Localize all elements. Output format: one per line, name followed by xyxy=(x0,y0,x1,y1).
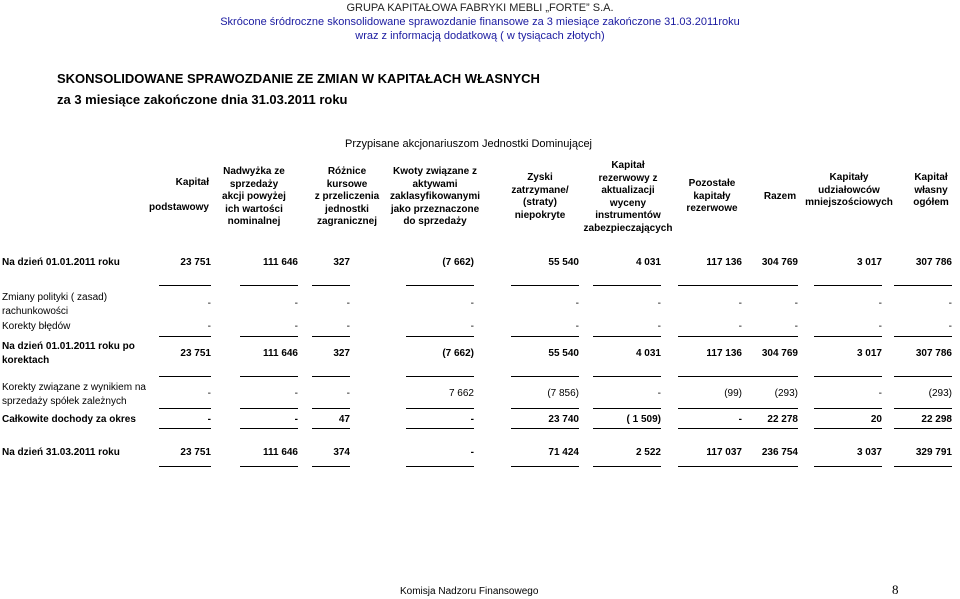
table-cell: 7 662 xyxy=(448,388,474,399)
col-header-2: Różnice kursowe z przeliczenia jednostki zagranicznej xyxy=(314,166,380,227)
cell-underline xyxy=(511,466,579,467)
table-cell: - xyxy=(207,414,211,425)
table-cell: - xyxy=(948,321,952,332)
cell-underline xyxy=(406,466,474,467)
table-cell: - xyxy=(794,298,798,309)
cell-underline xyxy=(240,336,298,337)
table-cell: (293) xyxy=(928,388,952,399)
cell-underline xyxy=(511,336,579,337)
cell-underline xyxy=(159,285,211,286)
table-cell: - xyxy=(346,388,350,399)
cell-underline xyxy=(406,336,474,337)
table-cell: - xyxy=(294,321,298,332)
col-header-3: Kwoty związane z aktywami zaklasyfikowanymi jako przeznaczone do sprzedaży xyxy=(389,166,481,227)
table-cell: - xyxy=(738,321,742,332)
cell-underline xyxy=(511,376,579,377)
cell-underline xyxy=(159,428,211,429)
table-cell: 22 298 xyxy=(921,414,952,425)
table-cell: - xyxy=(346,321,350,332)
table-cell: (293) xyxy=(774,388,798,399)
cell-underline xyxy=(814,376,882,377)
statement-period: za 3 miesiące zakończone dnia 31.03.2011 roku xyxy=(57,92,348,107)
cell-underline xyxy=(814,336,882,337)
cell-underline xyxy=(240,285,298,286)
table-cell: 327 xyxy=(333,348,350,359)
row-label: Korekty błędów xyxy=(2,321,71,332)
row-label: Korekty związane z wynikiem na sprzedaży spółek zależnych xyxy=(2,382,146,407)
table-cell: - xyxy=(878,388,882,399)
table-cell: 329 791 xyxy=(915,447,952,458)
col-header-0: Kapitał podstawowy xyxy=(148,177,209,213)
cell-underline xyxy=(312,408,350,409)
table-cell: 327 xyxy=(333,257,350,268)
table-cell: 304 769 xyxy=(761,348,798,359)
table-cell: - xyxy=(470,298,474,309)
cell-underline xyxy=(593,285,661,286)
col-header-5: Kapitał rezerwowy z aktualizacji wyceny instrumentów zabezpieczających xyxy=(583,160,673,234)
table-cell: - xyxy=(207,388,211,399)
cell-underline xyxy=(678,408,742,409)
table-cell: - xyxy=(657,298,661,309)
col-header-7: Razem xyxy=(763,191,797,202)
table-cell: 304 769 xyxy=(761,257,798,268)
table-cell: - xyxy=(294,414,298,425)
table-cell: 55 540 xyxy=(548,257,579,268)
group-label: Przypisane akcjonariuszom Jednostki Dominującej xyxy=(345,138,593,150)
cell-underline xyxy=(406,408,474,409)
cell-underline xyxy=(593,408,661,409)
cell-underline xyxy=(511,408,579,409)
col-header-6: Pozostałe kapitały rezerwowe xyxy=(686,178,738,214)
table-cell: 111 646 xyxy=(262,257,298,268)
table-cell: - xyxy=(207,298,211,309)
cell-underline xyxy=(740,428,798,429)
table-cell: 23 740 xyxy=(548,414,579,425)
cell-underline xyxy=(312,428,350,429)
cell-underline xyxy=(240,376,298,377)
footer-label: Komisja Nadzoru Finansowego xyxy=(400,586,539,597)
cell-underline xyxy=(894,428,952,429)
cell-underline xyxy=(894,408,952,409)
cell-underline xyxy=(159,336,211,337)
cell-underline xyxy=(678,428,742,429)
col-header-4: Zyski zatrzymane/ (straty) niepokryte xyxy=(511,172,569,221)
table-cell: - xyxy=(738,414,742,425)
cell-underline xyxy=(511,285,579,286)
table-cell: 3 017 xyxy=(856,348,882,359)
table-cell: (7 662) xyxy=(442,348,474,359)
table-cell: - xyxy=(294,298,298,309)
cell-underline xyxy=(312,376,350,377)
table-cell: - xyxy=(738,298,742,309)
cell-underline xyxy=(814,466,882,467)
cell-underline xyxy=(740,408,798,409)
row-label: Na dzień 01.01.2011 roku xyxy=(2,257,120,268)
cell-underline xyxy=(593,428,661,429)
statement-title: SKONSOLIDOWANE SPRAWOZDANIE ZE ZMIAN W KAPITAŁACH WŁASNYCH xyxy=(57,71,540,86)
cell-underline xyxy=(814,428,882,429)
table-cell: ( 1 509) xyxy=(626,414,661,425)
row-label: Zmiany polityki ( zasad) rachunkowości xyxy=(2,292,108,317)
table-cell: (99) xyxy=(724,388,742,399)
col-header-1: Nadwyżka ze sprzedaży akcji powyżej ich wartości nominalnej xyxy=(222,166,286,227)
table-cell: - xyxy=(470,447,474,458)
cell-underline xyxy=(678,285,742,286)
table-cell: 20 xyxy=(870,414,882,425)
page-number: 8 xyxy=(892,582,899,597)
cell-underline xyxy=(240,408,298,409)
cell-underline xyxy=(814,408,882,409)
table-cell: 4 031 xyxy=(635,348,661,359)
cell-underline xyxy=(511,428,579,429)
cell-underline xyxy=(593,336,661,337)
table-cell: 55 540 xyxy=(548,348,579,359)
table-cell: - xyxy=(948,298,952,309)
cell-underline xyxy=(593,466,661,467)
cell-underline xyxy=(159,466,211,467)
table-cell: 374 xyxy=(333,447,350,458)
table-cell: - xyxy=(575,321,579,332)
table-cell: 23 751 xyxy=(180,348,211,359)
cell-underline xyxy=(159,376,211,377)
table-cell: - xyxy=(207,321,211,332)
table-cell: 236 754 xyxy=(761,447,798,458)
table-cell: (7 856) xyxy=(547,388,579,399)
table-cell: - xyxy=(794,321,798,332)
report-units-note: wraz z informacją dodatkową ( w tysiącach złotych) xyxy=(355,30,605,42)
cell-underline xyxy=(406,428,474,429)
cell-underline xyxy=(678,336,742,337)
cell-underline xyxy=(740,336,798,337)
table-cell: 307 786 xyxy=(915,257,952,268)
table-cell: 23 751 xyxy=(180,257,211,268)
cell-underline xyxy=(312,466,350,467)
table-cell: - xyxy=(878,321,882,332)
cell-underline xyxy=(894,285,952,286)
table-cell: - xyxy=(294,388,298,399)
col-header-9: Kapitał własny ogółem xyxy=(913,172,949,208)
cell-underline xyxy=(593,376,661,377)
col-header-8: Kapitały udziałowców mniejszościowych xyxy=(805,172,893,208)
table-cell: 71 424 xyxy=(548,447,579,458)
table-cell: - xyxy=(657,321,661,332)
table-cell: 117 037 xyxy=(706,447,742,458)
cell-underline xyxy=(894,466,952,467)
cell-underline xyxy=(312,336,350,337)
table-cell: - xyxy=(575,298,579,309)
table-cell: 111 646 xyxy=(262,348,298,359)
report-company: GRUPA KAPITAŁOWA FABRYKI MEBLI „FORTE” S.A. xyxy=(346,2,614,14)
table-cell: 3 037 xyxy=(856,447,882,458)
table-cell: 117 136 xyxy=(706,348,742,359)
cell-underline xyxy=(159,408,211,409)
cell-underline xyxy=(406,376,474,377)
row-label: Całkowite dochody za okres xyxy=(2,414,136,425)
table-cell: 3 017 xyxy=(856,257,882,268)
table-cell: 22 278 xyxy=(767,414,798,425)
table-cell: - xyxy=(657,388,661,399)
table-cell: - xyxy=(470,414,474,425)
table-cell: 117 136 xyxy=(706,257,742,268)
table-cell: - xyxy=(346,298,350,309)
cell-underline xyxy=(740,376,798,377)
cell-underline xyxy=(406,285,474,286)
report-subtitle: Skrócone śródroczne skonsolidowane sprawozdanie finansowe za 3 miesiące zakończone 31.03.2011roku xyxy=(220,16,740,28)
cell-underline xyxy=(678,466,742,467)
cell-underline xyxy=(678,376,742,377)
row-label: Na dzień 31.03.2011 roku xyxy=(2,447,120,458)
table-cell: (7 662) xyxy=(442,257,474,268)
cell-underline xyxy=(894,376,952,377)
table-cell: 23 751 xyxy=(180,447,211,458)
cell-underline xyxy=(740,466,798,467)
table-cell: 2 522 xyxy=(635,447,661,458)
cell-underline xyxy=(312,285,350,286)
cell-underline xyxy=(814,285,882,286)
row-label: Na dzień 01.01.2011 roku po korektach xyxy=(2,341,135,366)
table-cell: 111 646 xyxy=(262,447,298,458)
cell-underline xyxy=(240,428,298,429)
cell-underline xyxy=(894,336,952,337)
cell-underline xyxy=(240,466,298,467)
table-cell: - xyxy=(470,321,474,332)
cell-underline xyxy=(740,285,798,286)
table-cell: 47 xyxy=(338,414,350,425)
table-cell: 4 031 xyxy=(635,257,661,268)
table-cell: - xyxy=(878,298,882,309)
table-cell: 307 786 xyxy=(915,348,952,359)
